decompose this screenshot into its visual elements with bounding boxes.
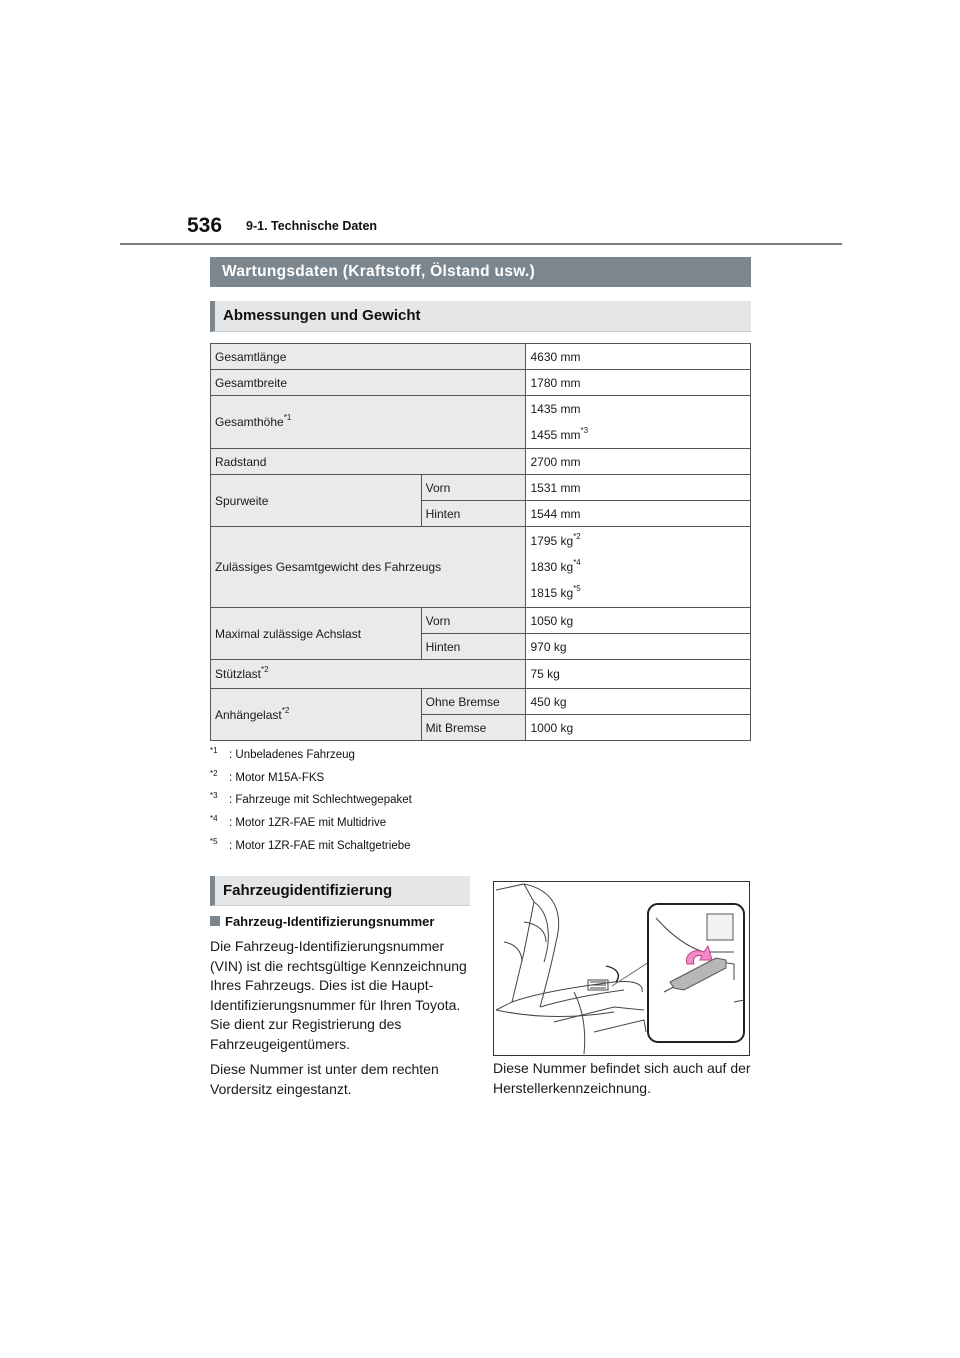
footnote-mark: *3	[210, 791, 218, 801]
track-rear-value: 1544 mm	[526, 501, 751, 527]
footnote	[210, 835, 412, 858]
height-label-cell	[211, 396, 526, 449]
footnote-mark: *2	[210, 768, 218, 778]
table-row	[211, 396, 751, 449]
gvw-label: Zulässiges Gesamtgewicht des Fahrzeugs	[211, 527, 526, 608]
table-row	[211, 475, 751, 501]
footnote	[210, 744, 412, 767]
footnote-text: : Fahrzeuge mit Schlechtwegepaket	[229, 794, 412, 807]
width-label: Gesamtbreite	[211, 370, 526, 396]
page-number: 536	[187, 214, 223, 237]
gvw-values	[526, 527, 751, 608]
gvw-value-3-note: *5	[573, 584, 581, 593]
table-row	[211, 660, 751, 689]
footnote	[210, 812, 412, 835]
vin-title	[210, 914, 434, 929]
width-value: 1780 mm	[526, 370, 751, 396]
footnote-text: : Motor 1ZR-FAE mit Schaltgetriebe	[229, 839, 411, 852]
table-row	[211, 449, 751, 475]
height-value-2-note: *3	[580, 426, 589, 435]
track-front-value: 1531 mm	[526, 475, 751, 501]
axle-label: Maximal zulässige Achslast	[211, 608, 422, 660]
footnote-text: : Motor 1ZR-FAE mit Multidrive	[229, 817, 387, 830]
footnote-text: : Unbeladenes Fahrzeug	[229, 749, 355, 761]
height-label: Gesamthöhe	[215, 415, 284, 429]
vin-title-text: Fahrzeug-Identifizierungsnummer	[225, 914, 435, 929]
table-row	[211, 527, 751, 608]
vin-paragraph-2: Diese Nummer ist unter dem rechten Vordersitz eingestanzt.	[210, 1061, 439, 1097]
gvw-value-2-line	[530, 554, 750, 580]
wheelbase-value: 2700 mm	[526, 449, 751, 475]
trailer-unbraked-label: Ohne Bremse	[421, 689, 526, 715]
footnote-mark: *4	[210, 814, 218, 824]
gvw-value-1-note: *2	[573, 532, 581, 541]
table-row	[211, 344, 751, 370]
table-row	[211, 608, 751, 634]
trailer-label-cell	[211, 689, 422, 741]
height-value-2-line	[530, 422, 750, 448]
vin-description	[210, 937, 472, 1105]
track-label: Spurweite	[211, 475, 422, 527]
axle-front-value: 1050 kg	[526, 608, 751, 634]
gvw-value-2-note: *4	[573, 558, 581, 567]
length-label: Gesamtlänge	[211, 344, 526, 370]
footnotes	[210, 744, 412, 857]
gvw-value-1-line	[530, 528, 750, 554]
square-bullet-icon	[210, 916, 220, 926]
vin-paragraph-3: Diese Nummer befindet sich auch auf der Herstellerkennzeichnung.	[493, 1060, 751, 1096]
identification-heading: Fahrzeugidentifizierung	[210, 876, 470, 906]
vin-paragraph-1: Die Fahrzeug-Identifizierungsnummer (VIN) ist die rechtsgültige Kennzeichnung Ihres Fahrzeugs. Dies ist die Haupt-Identifizierungsnummer für Ihren Toyota. Sie dient zur Registrierung des Fahrzeugeigentümers.	[210, 938, 467, 1052]
header-divider	[120, 243, 842, 245]
table-row	[211, 689, 751, 715]
track-rear-label: Hinten	[421, 501, 526, 527]
drawbar-label: Stützlast	[215, 667, 262, 681]
footnote	[210, 767, 412, 790]
seat-vin-illustration	[494, 882, 749, 1055]
height-value-1: 1435 mm	[530, 402, 581, 416]
trailer-unbraked-value: 450 kg	[526, 689, 751, 715]
height-value-2: 1455 mm	[530, 428, 581, 442]
axle-rear-value: 970 kg	[526, 634, 751, 660]
footnote	[210, 789, 412, 812]
vin-location-illustration	[493, 881, 750, 1056]
gvw-value-1: 1795 kg	[530, 534, 574, 548]
track-front-label: Vorn	[421, 475, 526, 501]
footnote-mark: *1	[210, 746, 218, 755]
footnote-mark: *5	[210, 836, 218, 846]
main-section-banner: Wartungsdaten (Kraftstoff, Ölstand usw.)	[210, 257, 751, 287]
floor-bracket	[588, 966, 618, 990]
trailer-label-note: *2	[281, 705, 290, 715]
axle-rear-label: Hinten	[421, 634, 526, 660]
drawbar-label-note: *2	[261, 665, 269, 674]
drawbar-label-cell	[211, 660, 526, 689]
seat-drawing	[496, 884, 646, 1054]
gvw-value-2: 1830 kg	[530, 560, 574, 574]
trailer-braked-label: Mit Bremse	[421, 715, 526, 741]
gvw-value-3: 1815 kg	[530, 586, 574, 600]
table-row	[211, 370, 751, 396]
trailer-braked-value: 1000 kg	[526, 715, 751, 741]
height-label-note: *1	[283, 413, 292, 422]
drawbar-value: 75 kg	[526, 660, 751, 689]
wheelbase-label: Radstand	[211, 449, 526, 475]
axle-front-label: Vorn	[421, 608, 526, 634]
vin-label-note	[493, 1059, 753, 1104]
footnote-text: : Motor M15A-FKS	[229, 771, 325, 784]
length-value: 4630 mm	[526, 344, 751, 370]
dimensions-table	[210, 343, 751, 741]
trailer-label: Anhängelast	[215, 707, 282, 722]
detail-inset	[648, 904, 744, 1042]
section-breadcrumb: 9-1. Technische Daten	[246, 219, 378, 233]
gvw-value-3-line	[530, 580, 750, 606]
dimensions-heading: Abmessungen und Gewicht	[210, 301, 751, 332]
height-values	[526, 396, 751, 449]
